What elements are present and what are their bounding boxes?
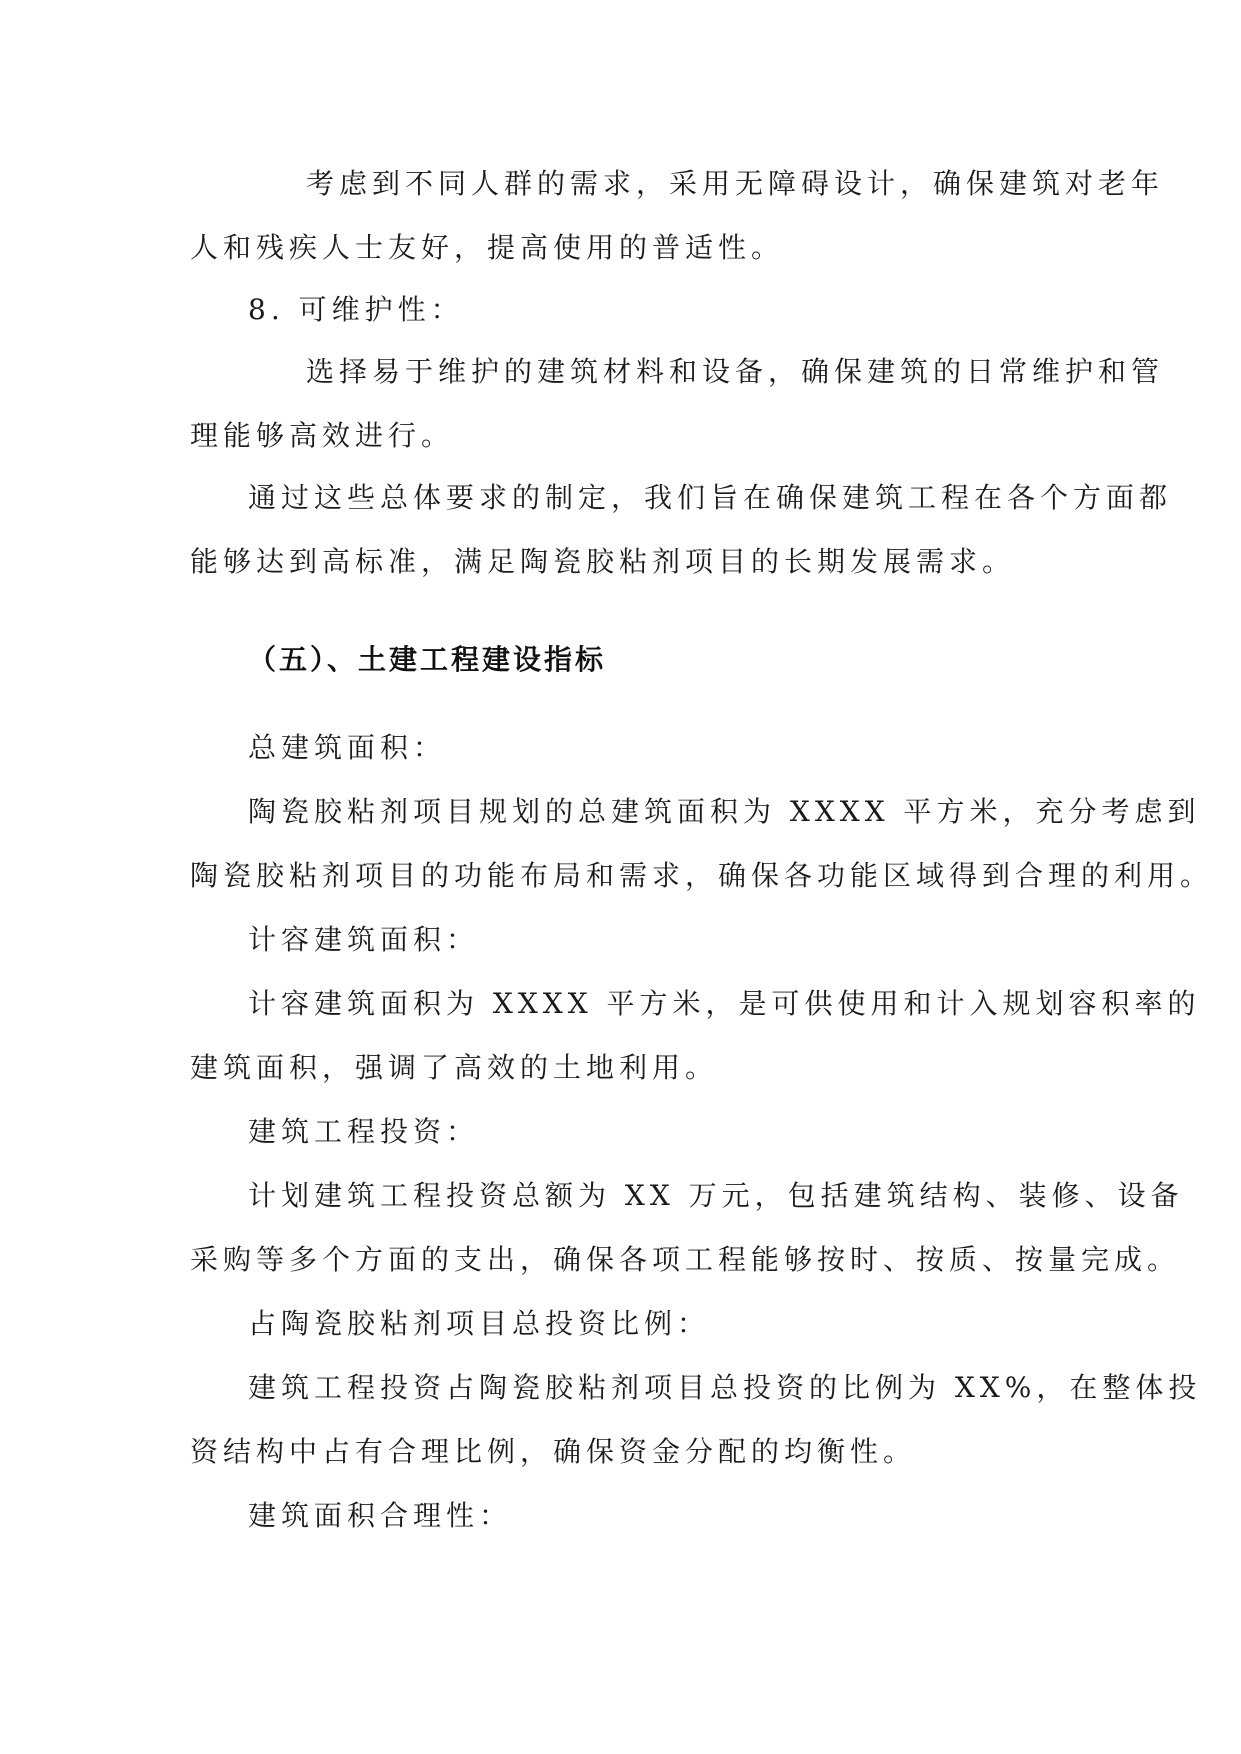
label-area-rationality: 建筑面积合理性： [248, 1499, 513, 1532]
paragraph-ratio-line-1: 建筑工程投资占陶瓷胶粘剂项目总投资的比例为 XX%，在整体投 [248, 1371, 1202, 1404]
paragraph-capacity-area-line-1: 计容建筑面积为 XXXX 平方米，是可供使用和计入规划容积率的 [248, 987, 1201, 1020]
label-investment-ratio: 占陶瓷胶粘剂项目总投资比例： [248, 1307, 711, 1340]
paragraph-accessibility-line-2: 人和残疾人士友好，提高使用的普适性。 [190, 231, 785, 264]
paragraph-summary-line-2: 能够达到高标准，满足陶瓷胶粘剂项目的长期发展需求。 [190, 545, 1016, 578]
item-maintainability-title: 8. 可维护性： [248, 293, 464, 326]
paragraph-ratio-line-2: 资结构中占有合理比例，确保资金分配的均衡性。 [190, 1435, 917, 1468]
paragraph-total-area-line-2: 陶瓷胶粘剂项目的功能布局和需求，确保各功能区域得到合理的利用。 [190, 859, 1214, 892]
label-capacity-floor-area: 计容建筑面积： [248, 923, 480, 956]
label-total-floor-area: 总建筑面积： [248, 731, 447, 764]
paragraph-investment-line-2: 采购等多个方面的支出，确保各项工程能够按时、按质、按量完成。 [190, 1243, 1181, 1276]
paragraph-capacity-area-line-2: 建筑面积，强调了高效的土地利用。 [190, 1051, 719, 1084]
paragraph-maintainability-line-2: 理能够高效进行。 [190, 419, 455, 452]
label-construction-investment: 建筑工程投资： [248, 1115, 480, 1148]
paragraph-investment-line-1: 计划建筑工程投资总额为 XX 万元，包括建筑结构、装修、设备 [248, 1179, 1184, 1212]
paragraph-maintainability-line-1: 选择易于维护的建筑材料和设备，确保建筑的日常维护和管 [306, 355, 1165, 388]
paragraph-total-area-line-1: 陶瓷胶粘剂项目规划的总建筑面积为 XXXX 平方米，充分考虑到 [248, 795, 1201, 828]
paragraph-accessibility-line-1: 考虑到不同人群的需求，采用无障碍设计，确保建筑对老年 [306, 167, 1165, 200]
section-heading: （五）、土建工程建设指标 [248, 643, 607, 676]
paragraph-summary-line-1: 通过这些总体要求的制定，我们旨在确保建筑工程在各个方面都 [248, 481, 1173, 514]
